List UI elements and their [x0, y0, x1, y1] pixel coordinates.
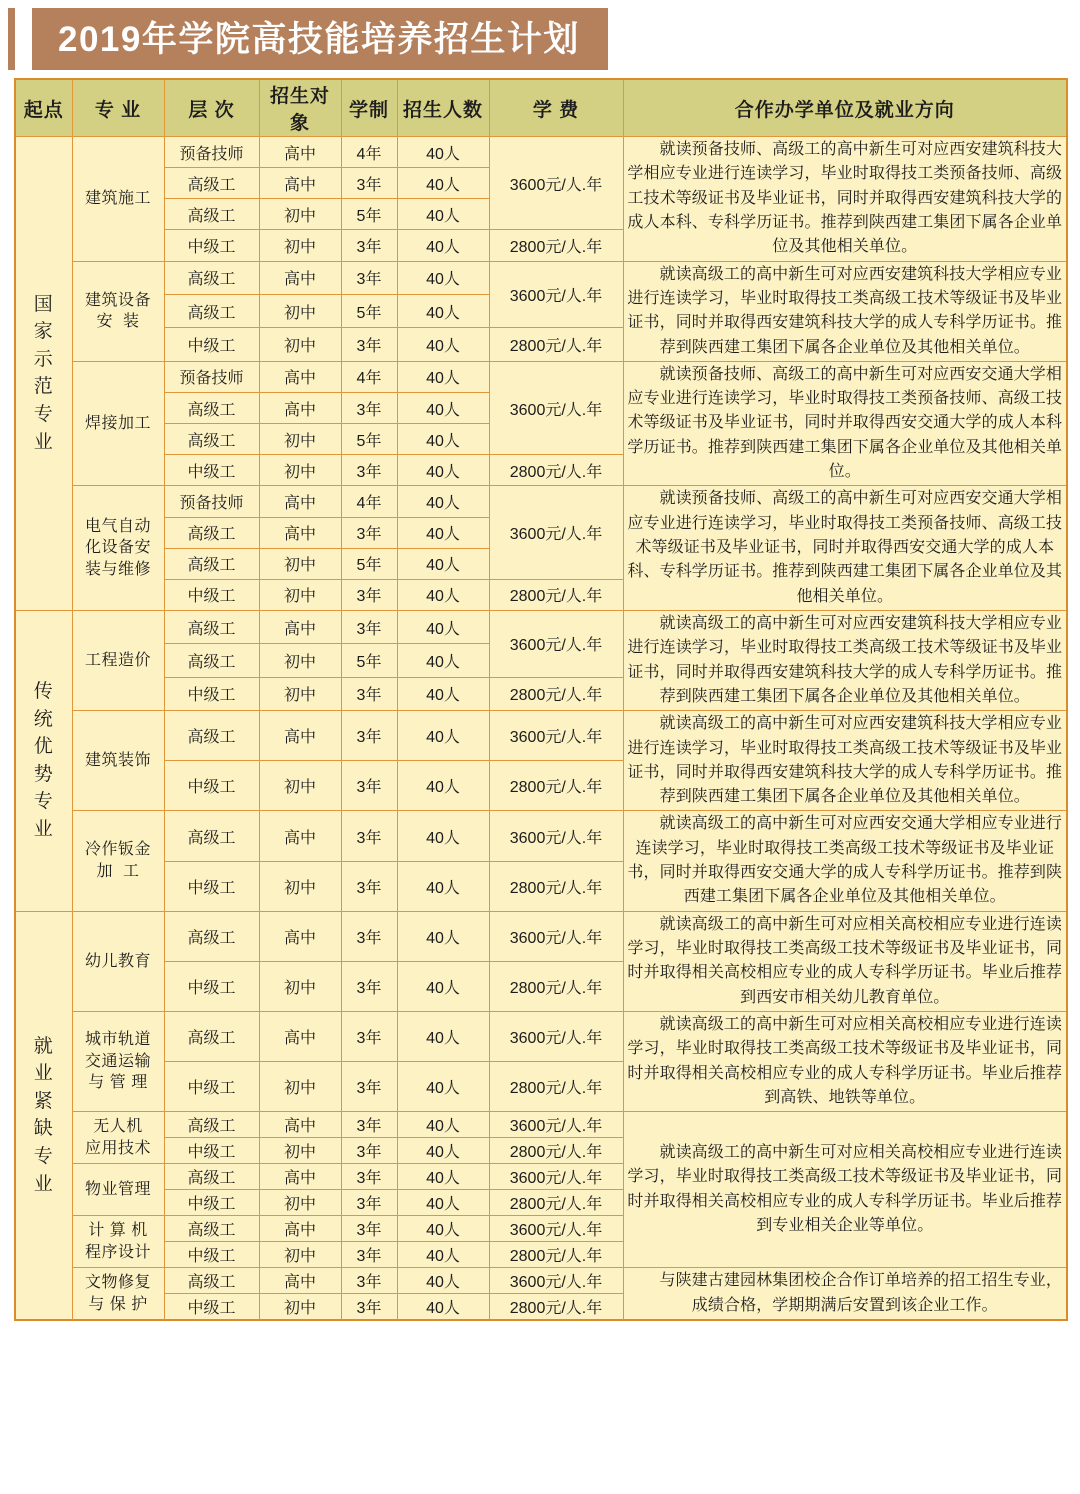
cooperation-description-cell: 就读高级工的高中新生可对应西安建筑科技大学相应专业进行连读学习，毕业时取得技工类高级工技术等级证书及毕业证书，同时并取得西安建筑科技大学的成人专科学历证书。推荐到陕西建工集团下属各企业单位及其他相关单位。	[623, 711, 1067, 811]
tuition-fee-cell: 3600元/人.年	[489, 1216, 623, 1242]
level-cell: 高级工	[164, 811, 259, 861]
target-cell: 初中	[259, 579, 341, 610]
years-cell: 3年	[341, 261, 397, 294]
count-cell: 40人	[397, 1062, 489, 1112]
count-cell: 40人	[397, 486, 489, 517]
target-cell: 初中	[259, 548, 341, 579]
level-cell: 预备技师	[164, 486, 259, 517]
major-name-line: 建筑设备	[84, 291, 151, 309]
table-row	[15, 361, 1067, 392]
years-cell: 3年	[341, 761, 397, 811]
target-cell: 初中	[259, 294, 341, 327]
major-name-line: 计 算 机	[88, 1222, 148, 1240]
group-category-label: 传 统 优 势 专 业	[33, 681, 54, 840]
cooperation-description-cell: 就读高级工的高中新生可对应西安交通大学相应专业进行连读学习，毕业时取得技工类高级工技术等级证书及毕业证书，同时并取得西安交通大学的成人专科学历证书。推荐到陕西建工集团下属各企业单位及其他相关单位。	[623, 811, 1067, 911]
level-cell: 中级工	[164, 861, 259, 911]
count-cell: 40人	[397, 711, 489, 761]
title-banner	[0, 0, 1080, 78]
major-name-cell	[72, 1268, 164, 1321]
target-cell: 初中	[259, 644, 341, 677]
tuition-fee-cell: 3600元/人.年	[489, 811, 623, 861]
count-cell: 40人	[397, 811, 489, 861]
major-name-cell	[72, 261, 164, 361]
tuition-fee-cell: 3600元/人.年	[489, 1011, 623, 1061]
target-cell: 初中	[259, 424, 341, 455]
major-name-line: 城市轨道	[84, 1031, 151, 1049]
major-name-line: 电气自动	[84, 517, 151, 535]
target-cell: 高中	[259, 392, 341, 423]
page-title: 2019年学院高技能培养招生计划	[58, 19, 580, 59]
years-cell: 3年	[341, 392, 397, 423]
tuition-fee-cell: 2800元/人.年	[489, 761, 623, 811]
level-cell: 高级工	[164, 1216, 259, 1242]
col-header-xuefei: 学 费	[489, 79, 623, 137]
count-cell: 40人	[397, 261, 489, 294]
years-cell: 5年	[341, 644, 397, 677]
count-cell: 40人	[397, 961, 489, 1011]
years-cell: 5年	[341, 548, 397, 579]
level-cell: 高级工	[164, 610, 259, 643]
major-name-line: 应用技术	[84, 1139, 151, 1157]
level-cell: 高级工	[164, 644, 259, 677]
tuition-fee-cell: 2800元/人.年	[489, 1190, 623, 1216]
level-cell: 高级工	[164, 424, 259, 455]
years-cell: 3年	[341, 1216, 397, 1242]
years-cell: 3年	[341, 811, 397, 861]
target-cell: 高中	[259, 1112, 341, 1138]
years-cell: 3年	[341, 1164, 397, 1190]
level-cell: 中级工	[164, 677, 259, 710]
col-header-hezuo: 合作办学单位及就业方向	[623, 79, 1067, 137]
level-cell: 高级工	[164, 548, 259, 579]
table-body	[15, 137, 1067, 1321]
years-cell: 3年	[341, 230, 397, 261]
major-name-cell	[72, 911, 164, 1011]
target-cell: 高中	[259, 361, 341, 392]
major-name-line: 装与维修	[84, 560, 151, 578]
major-name-line: 与 保 护	[88, 1295, 148, 1313]
target-cell: 初中	[259, 677, 341, 710]
group-category-label: 就 业 紧 缺 专 业	[33, 1035, 54, 1195]
group-category-cell	[15, 911, 72, 1320]
admission-plan-table	[14, 78, 1068, 1321]
tuition-fee-cell: 3600元/人.年	[489, 1112, 623, 1138]
col-header-renshu: 招生人数	[397, 79, 489, 137]
tuition-fee-cell: 2800元/人.年	[489, 455, 623, 486]
years-cell: 3年	[341, 1138, 397, 1164]
count-cell: 40人	[397, 328, 489, 361]
major-name-line: 建筑装饰	[84, 752, 151, 770]
col-header-cengci: 层 次	[164, 79, 259, 137]
major-name-line: 文物修复	[84, 1274, 151, 1292]
years-cell: 3年	[341, 328, 397, 361]
target-cell: 高中	[259, 711, 341, 761]
level-cell: 高级工	[164, 392, 259, 423]
target-cell: 初中	[259, 861, 341, 911]
tuition-fee-cell: 2800元/人.年	[489, 1242, 623, 1268]
level-cell: 高级工	[164, 1011, 259, 1061]
years-cell: 3年	[341, 1112, 397, 1138]
count-cell: 40人	[397, 1190, 489, 1216]
cooperation-description-cell: 就读预备技师、高级工的高中新生可对应西安建筑科技大学相应专业进行连读学习，毕业时取得技工类预备技师、高级工技术等级证书及毕业证书，同时并取得西安建筑科技大学的成人本科、专科学历证书。推荐到陕西建工集团下属各企业单位及其他相关单位。	[623, 137, 1067, 262]
count-cell: 40人	[397, 1242, 489, 1268]
major-name-line: 加 工	[96, 863, 140, 881]
level-cell: 预备技师	[164, 137, 259, 168]
years-cell: 3年	[341, 579, 397, 610]
major-name-line: 焊接加工	[84, 414, 151, 432]
count-cell: 40人	[397, 610, 489, 643]
target-cell: 初中	[259, 455, 341, 486]
level-cell: 高级工	[164, 711, 259, 761]
count-cell: 40人	[397, 168, 489, 199]
col-header-xuezhi: 学制	[341, 79, 397, 137]
tuition-fee-cell: 3600元/人.年	[489, 261, 623, 328]
level-cell: 预备技师	[164, 361, 259, 392]
table-row	[15, 261, 1067, 294]
major-name-line: 物业管理	[84, 1180, 151, 1198]
years-cell: 3年	[341, 517, 397, 548]
tuition-fee-cell: 2800元/人.年	[489, 961, 623, 1011]
target-cell: 高中	[259, 486, 341, 517]
major-name-line: 建筑施工	[84, 189, 151, 207]
major-name-line: 幼儿教育	[84, 952, 151, 970]
header-row	[15, 79, 1067, 137]
tuition-fee-cell: 2800元/人.年	[489, 1062, 623, 1112]
group-category-cell	[15, 610, 72, 911]
title-accent-bar	[8, 8, 15, 70]
col-header-duixiang: 招生对象	[259, 79, 341, 137]
major-name-cell	[72, 711, 164, 811]
major-name-line: 无人机	[93, 1118, 143, 1136]
count-cell: 40人	[397, 392, 489, 423]
target-cell: 初中	[259, 328, 341, 361]
count-cell: 40人	[397, 579, 489, 610]
count-cell: 40人	[397, 137, 489, 168]
major-name-line: 化设备安	[84, 539, 151, 557]
count-cell: 40人	[397, 517, 489, 548]
count-cell: 40人	[397, 1164, 489, 1190]
major-name-cell	[72, 811, 164, 911]
level-cell: 中级工	[164, 1138, 259, 1164]
level-cell: 高级工	[164, 261, 259, 294]
target-cell: 高中	[259, 1011, 341, 1061]
major-name-line: 交通运输	[84, 1052, 151, 1070]
count-cell: 40人	[397, 861, 489, 911]
years-cell: 5年	[341, 424, 397, 455]
tuition-fee-cell: 2800元/人.年	[489, 579, 623, 610]
tuition-fee-cell: 2800元/人.年	[489, 328, 623, 361]
count-cell: 40人	[397, 677, 489, 710]
cooperation-description-cell: 就读高级工的高中新生可对应相关高校相应专业进行连读学习，毕业时取得技工类高级工技术等级证书及毕业证书，同时并取得相关高校相应专业的成人专科学历证书。毕业后推荐到西安市相关幼儿教育单位。	[623, 911, 1067, 1011]
group-category-label: 国 家 示 范 专 业	[33, 293, 54, 453]
years-cell: 4年	[341, 361, 397, 392]
years-cell: 4年	[341, 486, 397, 517]
years-cell: 3年	[341, 711, 397, 761]
target-cell: 初中	[259, 199, 341, 230]
major-name-cell	[72, 1112, 164, 1164]
count-cell: 40人	[397, 199, 489, 230]
table-header	[15, 79, 1067, 137]
cooperation-description-cell: 与陕建古建园林集团校企合作订单培养的招工招生专业，成绩合格，学期期满后安置到该企业工作。	[623, 1268, 1067, 1321]
count-cell: 40人	[397, 1011, 489, 1061]
table-container	[0, 78, 1080, 1321]
years-cell: 3年	[341, 1242, 397, 1268]
target-cell: 初中	[259, 761, 341, 811]
level-cell: 高级工	[164, 168, 259, 199]
target-cell: 初中	[259, 1062, 341, 1112]
group-category-cell	[15, 137, 72, 611]
tuition-fee-cell: 2800元/人.年	[489, 230, 623, 261]
years-cell: 5年	[341, 199, 397, 230]
years-cell: 3年	[341, 455, 397, 486]
major-name-line: 程序设计	[84, 1243, 151, 1261]
col-header-zhuanye: 专 业	[72, 79, 164, 137]
level-cell: 高级工	[164, 199, 259, 230]
level-cell: 中级工	[164, 1242, 259, 1268]
cooperation-description-cell: 就读高级工的高中新生可对应西安建筑科技大学相应专业进行连读学习，毕业时取得技工类高级工技术等级证书及毕业证书，同时并取得西安建筑科技大学的成人专科学历证书。推荐到陕西建工集团下属各企业单位及其他相关单位。	[623, 261, 1067, 361]
table-row	[15, 811, 1067, 861]
target-cell: 初中	[259, 1242, 341, 1268]
tuition-fee-cell: 3600元/人.年	[489, 137, 623, 230]
major-name-cell	[72, 1216, 164, 1268]
years-cell: 3年	[341, 911, 397, 961]
years-cell: 3年	[341, 677, 397, 710]
cooperation-description-cell: 就读高级工的高中新生可对应相关高校相应专业进行连读学习，毕业时取得技工类高级工技术等级证书及毕业证书，同时并取得相关高校相应专业的成人专科学历证书。毕业后推荐到高铁、地铁等单位。	[623, 1011, 1067, 1111]
target-cell: 高中	[259, 811, 341, 861]
level-cell: 中级工	[164, 230, 259, 261]
cooperation-description-cell: 就读高级工的高中新生可对应相关高校相应专业进行连读学习，毕业时取得技工类高级工技术等级证书及毕业证书，同时并取得相关高校相应专业的成人专科学历证书。毕业后推荐到专业相关企业等单位。	[623, 1112, 1067, 1268]
level-cell: 高级工	[164, 1164, 259, 1190]
level-cell: 中级工	[164, 961, 259, 1011]
years-cell: 3年	[341, 961, 397, 1011]
major-name-line: 工程造价	[84, 651, 151, 669]
title-block	[32, 8, 608, 70]
table-row	[15, 137, 1067, 168]
count-cell: 40人	[397, 1268, 489, 1294]
level-cell: 中级工	[164, 1190, 259, 1216]
level-cell: 中级工	[164, 579, 259, 610]
table-row	[15, 711, 1067, 761]
table-row	[15, 911, 1067, 961]
target-cell: 高中	[259, 137, 341, 168]
table-row	[15, 486, 1067, 517]
count-cell: 40人	[397, 644, 489, 677]
target-cell: 高中	[259, 610, 341, 643]
count-cell: 40人	[397, 911, 489, 961]
count-cell: 40人	[397, 455, 489, 486]
years-cell: 3年	[341, 1190, 397, 1216]
major-name-line: 安 装	[96, 313, 140, 331]
count-cell: 40人	[397, 424, 489, 455]
target-cell: 高中	[259, 168, 341, 199]
tuition-fee-cell: 3600元/人.年	[489, 711, 623, 761]
level-cell: 中级工	[164, 761, 259, 811]
level-cell: 高级工	[164, 1112, 259, 1138]
table-row	[15, 1011, 1067, 1061]
tuition-fee-cell: 2800元/人.年	[489, 1138, 623, 1164]
years-cell: 3年	[341, 1062, 397, 1112]
major-name-cell	[72, 1011, 164, 1111]
cooperation-description-cell: 就读预备技师、高级工的高中新生可对应西安交通大学相应专业进行连读学习，毕业时取得技工类预备技师、高级工技术等级证书及毕业证书，同时并取得西安交通大学的成人本科学历证书。推荐到陕西建工集团下属各企业单位及其他相关单位。	[623, 361, 1067, 486]
target-cell: 高中	[259, 911, 341, 961]
target-cell: 高中	[259, 1216, 341, 1242]
years-cell: 3年	[341, 610, 397, 643]
count-cell: 40人	[397, 1216, 489, 1242]
table-row	[15, 1112, 1067, 1138]
count-cell: 40人	[397, 548, 489, 579]
tuition-fee-cell: 3600元/人.年	[489, 361, 623, 454]
cooperation-description-cell: 就读预备技师、高级工的高中新生可对应西安交通大学相应专业进行连读学习，毕业时取得技工类预备技师、高级工技术等级证书及毕业证书，同时并取得西安交通大学的成人本科、专科学历证书。推荐到陕西建工集团下属各企业单位及其他相关单位。	[623, 486, 1067, 611]
count-cell: 40人	[397, 230, 489, 261]
target-cell: 高中	[259, 1268, 341, 1294]
years-cell: 3年	[341, 168, 397, 199]
tuition-fee-cell: 3600元/人.年	[489, 486, 623, 579]
tuition-fee-cell: 3600元/人.年	[489, 911, 623, 961]
count-cell: 40人	[397, 761, 489, 811]
table-row	[15, 610, 1067, 643]
major-name-cell	[72, 610, 164, 710]
target-cell: 高中	[259, 517, 341, 548]
major-name-cell	[72, 137, 164, 262]
target-cell: 初中	[259, 1294, 341, 1321]
count-cell: 40人	[397, 1112, 489, 1138]
major-name-line: 与 管 理	[88, 1074, 148, 1092]
level-cell: 高级工	[164, 911, 259, 961]
level-cell: 高级工	[164, 294, 259, 327]
level-cell: 中级工	[164, 1294, 259, 1321]
count-cell: 40人	[397, 361, 489, 392]
tuition-fee-cell: 2800元/人.年	[489, 677, 623, 710]
years-cell: 5年	[341, 294, 397, 327]
major-name-line: 冷作钣金	[84, 841, 151, 859]
count-cell: 40人	[397, 294, 489, 327]
count-cell: 40人	[397, 1138, 489, 1164]
target-cell: 初中	[259, 1138, 341, 1164]
tuition-fee-cell: 3600元/人.年	[489, 610, 623, 677]
target-cell: 高中	[259, 1164, 341, 1190]
cooperation-description-cell: 就读高级工的高中新生可对应西安建筑科技大学相应专业进行连读学习，毕业时取得技工类高级工技术等级证书及毕业证书，同时并取得西安建筑科技大学的成人专科学历证书。推荐到陕西建工集团下属各企业单位及其他相关单位。	[623, 610, 1067, 710]
target-cell: 初中	[259, 1190, 341, 1216]
years-cell: 4年	[341, 137, 397, 168]
tuition-fee-cell: 2800元/人.年	[489, 861, 623, 911]
major-name-cell	[72, 486, 164, 611]
years-cell: 3年	[341, 1268, 397, 1294]
count-cell: 40人	[397, 1294, 489, 1321]
level-cell: 中级工	[164, 455, 259, 486]
years-cell: 3年	[341, 1294, 397, 1321]
level-cell: 高级工	[164, 1268, 259, 1294]
table-row	[15, 1268, 1067, 1294]
level-cell: 高级工	[164, 517, 259, 548]
tuition-fee-cell: 2800元/人.年	[489, 1294, 623, 1321]
level-cell: 中级工	[164, 328, 259, 361]
target-cell: 初中	[259, 230, 341, 261]
col-header-qidian: 起点	[15, 79, 72, 137]
tuition-fee-cell: 3600元/人.年	[489, 1268, 623, 1294]
major-name-cell	[72, 1164, 164, 1216]
target-cell: 初中	[259, 961, 341, 1011]
years-cell: 3年	[341, 861, 397, 911]
level-cell: 中级工	[164, 1062, 259, 1112]
major-name-cell	[72, 361, 164, 486]
tuition-fee-cell: 3600元/人.年	[489, 1164, 623, 1190]
target-cell: 高中	[259, 261, 341, 294]
years-cell: 3年	[341, 1011, 397, 1061]
